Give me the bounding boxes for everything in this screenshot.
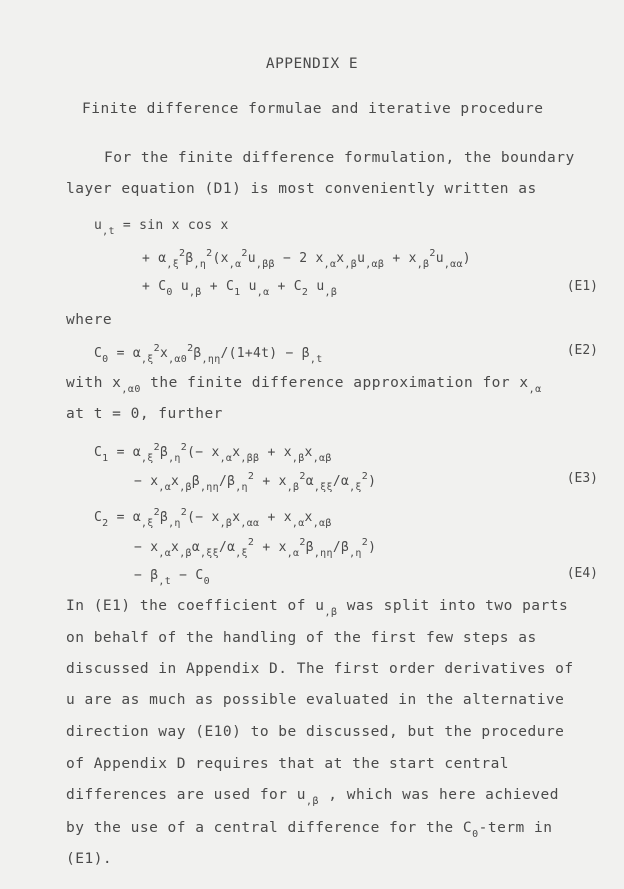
where-label: where bbox=[66, 312, 113, 328]
equation-tag: (E2) bbox=[566, 343, 598, 358]
paragraph-line: with $x_{,\alpha 0}$ the finite difference approximation for $x_{,\alpha}$ bbox=[66, 375, 542, 395]
equation-e2: $C_0 = \alpha_{,\xi}^2x_{,\alpha 0}^2\beta_{,\eta\eta}/(1+4t) - \beta_{,t}$ bbox=[94, 343, 323, 365]
equation-e4-line3: − $\beta_{,t} - C_0$ bbox=[134, 568, 210, 587]
equation-tag: (E1) bbox=[566, 279, 598, 294]
equation-e1-line1: $u_{,t} = \sin x$ cos x bbox=[94, 218, 229, 237]
equation-e4-line2: − $x_{,\alpha}x_{,\beta}\alpha_{,\xi\xi}/\alpha_{,\xi}^2 + x_{,\alpha}^2\beta_{,\eta\eta}/\beta_{,\eta}^2$) bbox=[134, 537, 377, 559]
equation-tag: (E3) bbox=[566, 471, 598, 486]
paragraph-line: differences are used for $u_{,\beta}$ , which was here achieved bbox=[66, 787, 560, 807]
equation-e3-line1: $C_1 = \alpha_{,\xi}^2\beta_{,\eta}^2(- x_{,\alpha}x_{,\beta\beta} + x_{,\beta}x_{,\alpha\beta}$ bbox=[94, 442, 332, 464]
equation-e3-line2: − $x_{,\alpha}x_{,\beta}\beta_{,\eta\eta}/\beta_{,\eta}^2 + x_{,\beta}^2\alpha_{,\xi\xi}/\alpha_{,\xi}^2$) bbox=[134, 471, 377, 493]
paragraph-line: layer equation (D1) is most conveniently written as bbox=[66, 181, 537, 197]
paragraph-line: For the finite difference formulation, the boundary bbox=[104, 150, 575, 166]
paragraph-line: of Appendix D requires that at the start central bbox=[66, 756, 510, 772]
appendix-heading: APPENDIX E bbox=[265, 56, 359, 72]
appendix-title: Finite difference formulae and iterative procedure bbox=[82, 101, 544, 117]
equation-e1-line2: + $\alpha_{,\xi}^2\beta_{,\eta}^2(x_{,\alpha}^2u_{,\beta\beta} - 2$ $x_{,\alpha}x_{,\beta}u_{,\alpha\beta} + x_{,\beta}^2u_{,\alpha\alpha}$) bbox=[142, 248, 471, 270]
paragraph-line: at t = 0, further bbox=[66, 406, 223, 422]
paragraph-line: on behalf of the handling of the first few steps as bbox=[66, 630, 537, 646]
paragraph-line: by the use of a central difference for the $C_0$-term in bbox=[66, 820, 553, 840]
equation-e4-line1: $C_2 = \alpha_{,\xi}^2\beta_{,\eta}^2(- x_{,\beta}x_{,\alpha\alpha} + x_{,\alpha}x_{,\alpha\beta}$ bbox=[94, 507, 332, 529]
paragraph-line: In (E1) the coefficient of $u_{,\beta}$ was split into two parts bbox=[66, 598, 569, 618]
paragraph-line: discussed in Appendix D. The first order derivatives of bbox=[66, 661, 574, 677]
paragraph-line: (E1). bbox=[66, 851, 113, 867]
paragraph-line: direction way (E10) to be discussed, but the procedure bbox=[66, 724, 565, 740]
equation-tag: (E4) bbox=[566, 566, 598, 581]
paragraph-line: u are as much as possible evaluated in the alternative bbox=[66, 692, 565, 708]
equation-e1-line3: + $C_0$ $u_{,\beta} + C_1$ $u_{,\alpha} + C_2$ $u_{,\beta}$ bbox=[142, 279, 338, 298]
